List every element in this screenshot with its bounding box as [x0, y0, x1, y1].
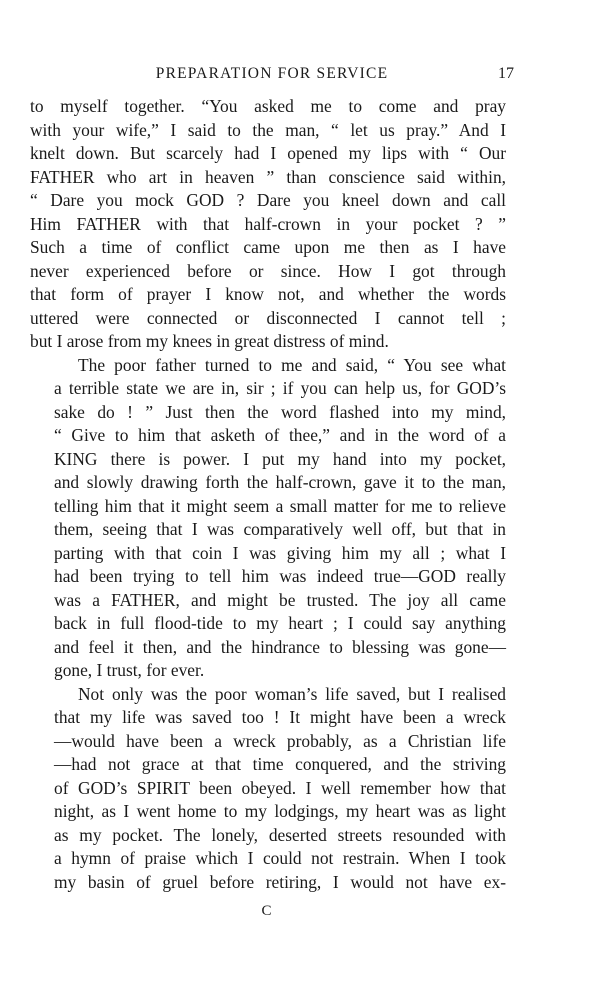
running-head: PREPARATION FOR SERVICE	[155, 65, 389, 82]
text-line: as my pocket. The lonely, deserted streets resounded with	[54, 824, 506, 845]
signature-mark: C	[261, 903, 273, 919]
text-line: night, as I went home to my lodgings, my heart was as light	[54, 801, 506, 821]
text-line: of GOD’s SPIRIT been obeyed. I well remember how that	[54, 777, 506, 798]
text-line: and slowly drawing forth the half-crown, gave it to the man,	[54, 472, 506, 492]
text-line: —had not grace at that time conquered, and the striving	[54, 754, 506, 774]
text-line: The poor father turned to me and said, “ You see what	[78, 354, 506, 375]
text-line: my basin of gruel before retiring, I would not have ex-	[54, 871, 506, 892]
text-line: a terrible state we are in, sir ; if you can help us, for GOD’s	[54, 378, 506, 398]
text-line: that form of prayer I know not, and whether the words	[30, 284, 506, 304]
page-header	[30, 62, 514, 86]
text-line: knelt down. But scarcely had I opened my lips with “ Our	[30, 143, 506, 163]
text-line: KING there is power. I put my hand into my pocket,	[54, 448, 506, 469]
text-line: Such a time of conflict came upon me then as I have	[30, 237, 506, 257]
text-line: Him FATHER with that half-crown in your pocket ? ”	[30, 213, 506, 234]
text-line: to myself together. “You asked me to come and pray	[30, 96, 506, 116]
text-line: uttered were connected or disconnected I cannot tell ;	[30, 307, 506, 328]
text-line: was a FATHER, and might be trusted. The joy all came	[54, 589, 506, 610]
text-line: them, seeing that I was comparatively well off, but that in	[54, 519, 506, 539]
text-line: sake do ! ” Just then the word flashed into my mind,	[54, 401, 506, 422]
text-line: Not only was the poor woman’s life saved, but I realised	[78, 683, 506, 704]
text-line: with your wife,” I said to the man, “ let us pray.” And I	[30, 119, 506, 140]
text-line: parting with that coin I was giving him my all ; what I	[54, 542, 506, 563]
paragraph-2	[30, 354, 506, 683]
text-line: telling him that it might seem a small matter for me to relieve	[54, 495, 506, 516]
text-line: “ Dare you mock GOD ? Dare you kneel down and call	[30, 190, 506, 210]
text-line: had been trying to tell him was indeed true—GOD really	[54, 566, 506, 586]
text-line: gone, I trust, for ever.	[54, 660, 205, 680]
text-line: and feel it then, and the hindrance to blessing was gone—	[54, 636, 506, 657]
text-line: FATHER who art in heaven ” than conscience said within,	[30, 166, 506, 187]
body-text	[30, 95, 506, 894]
text-line: that my life was saved too ! It might have been a wreck	[54, 707, 506, 727]
paragraph-3	[30, 683, 506, 895]
text-line: never experienced before or since. How I got through	[30, 260, 506, 281]
text-line: —would have been a wreck probably, as a Christian life	[54, 730, 506, 751]
text-line: a hymn of praise which I could not restrain. When I took	[54, 848, 506, 868]
text-line: but I arose from my knees in great distress of mind.	[30, 331, 389, 351]
page-number: 17	[498, 65, 514, 82]
text-line: “ Give to him that asketh of thee,” and in the word of a	[54, 425, 506, 445]
text-line: back in full flood-tide to my heart ; I could say anything	[54, 613, 506, 633]
paragraph-1	[30, 95, 506, 354]
